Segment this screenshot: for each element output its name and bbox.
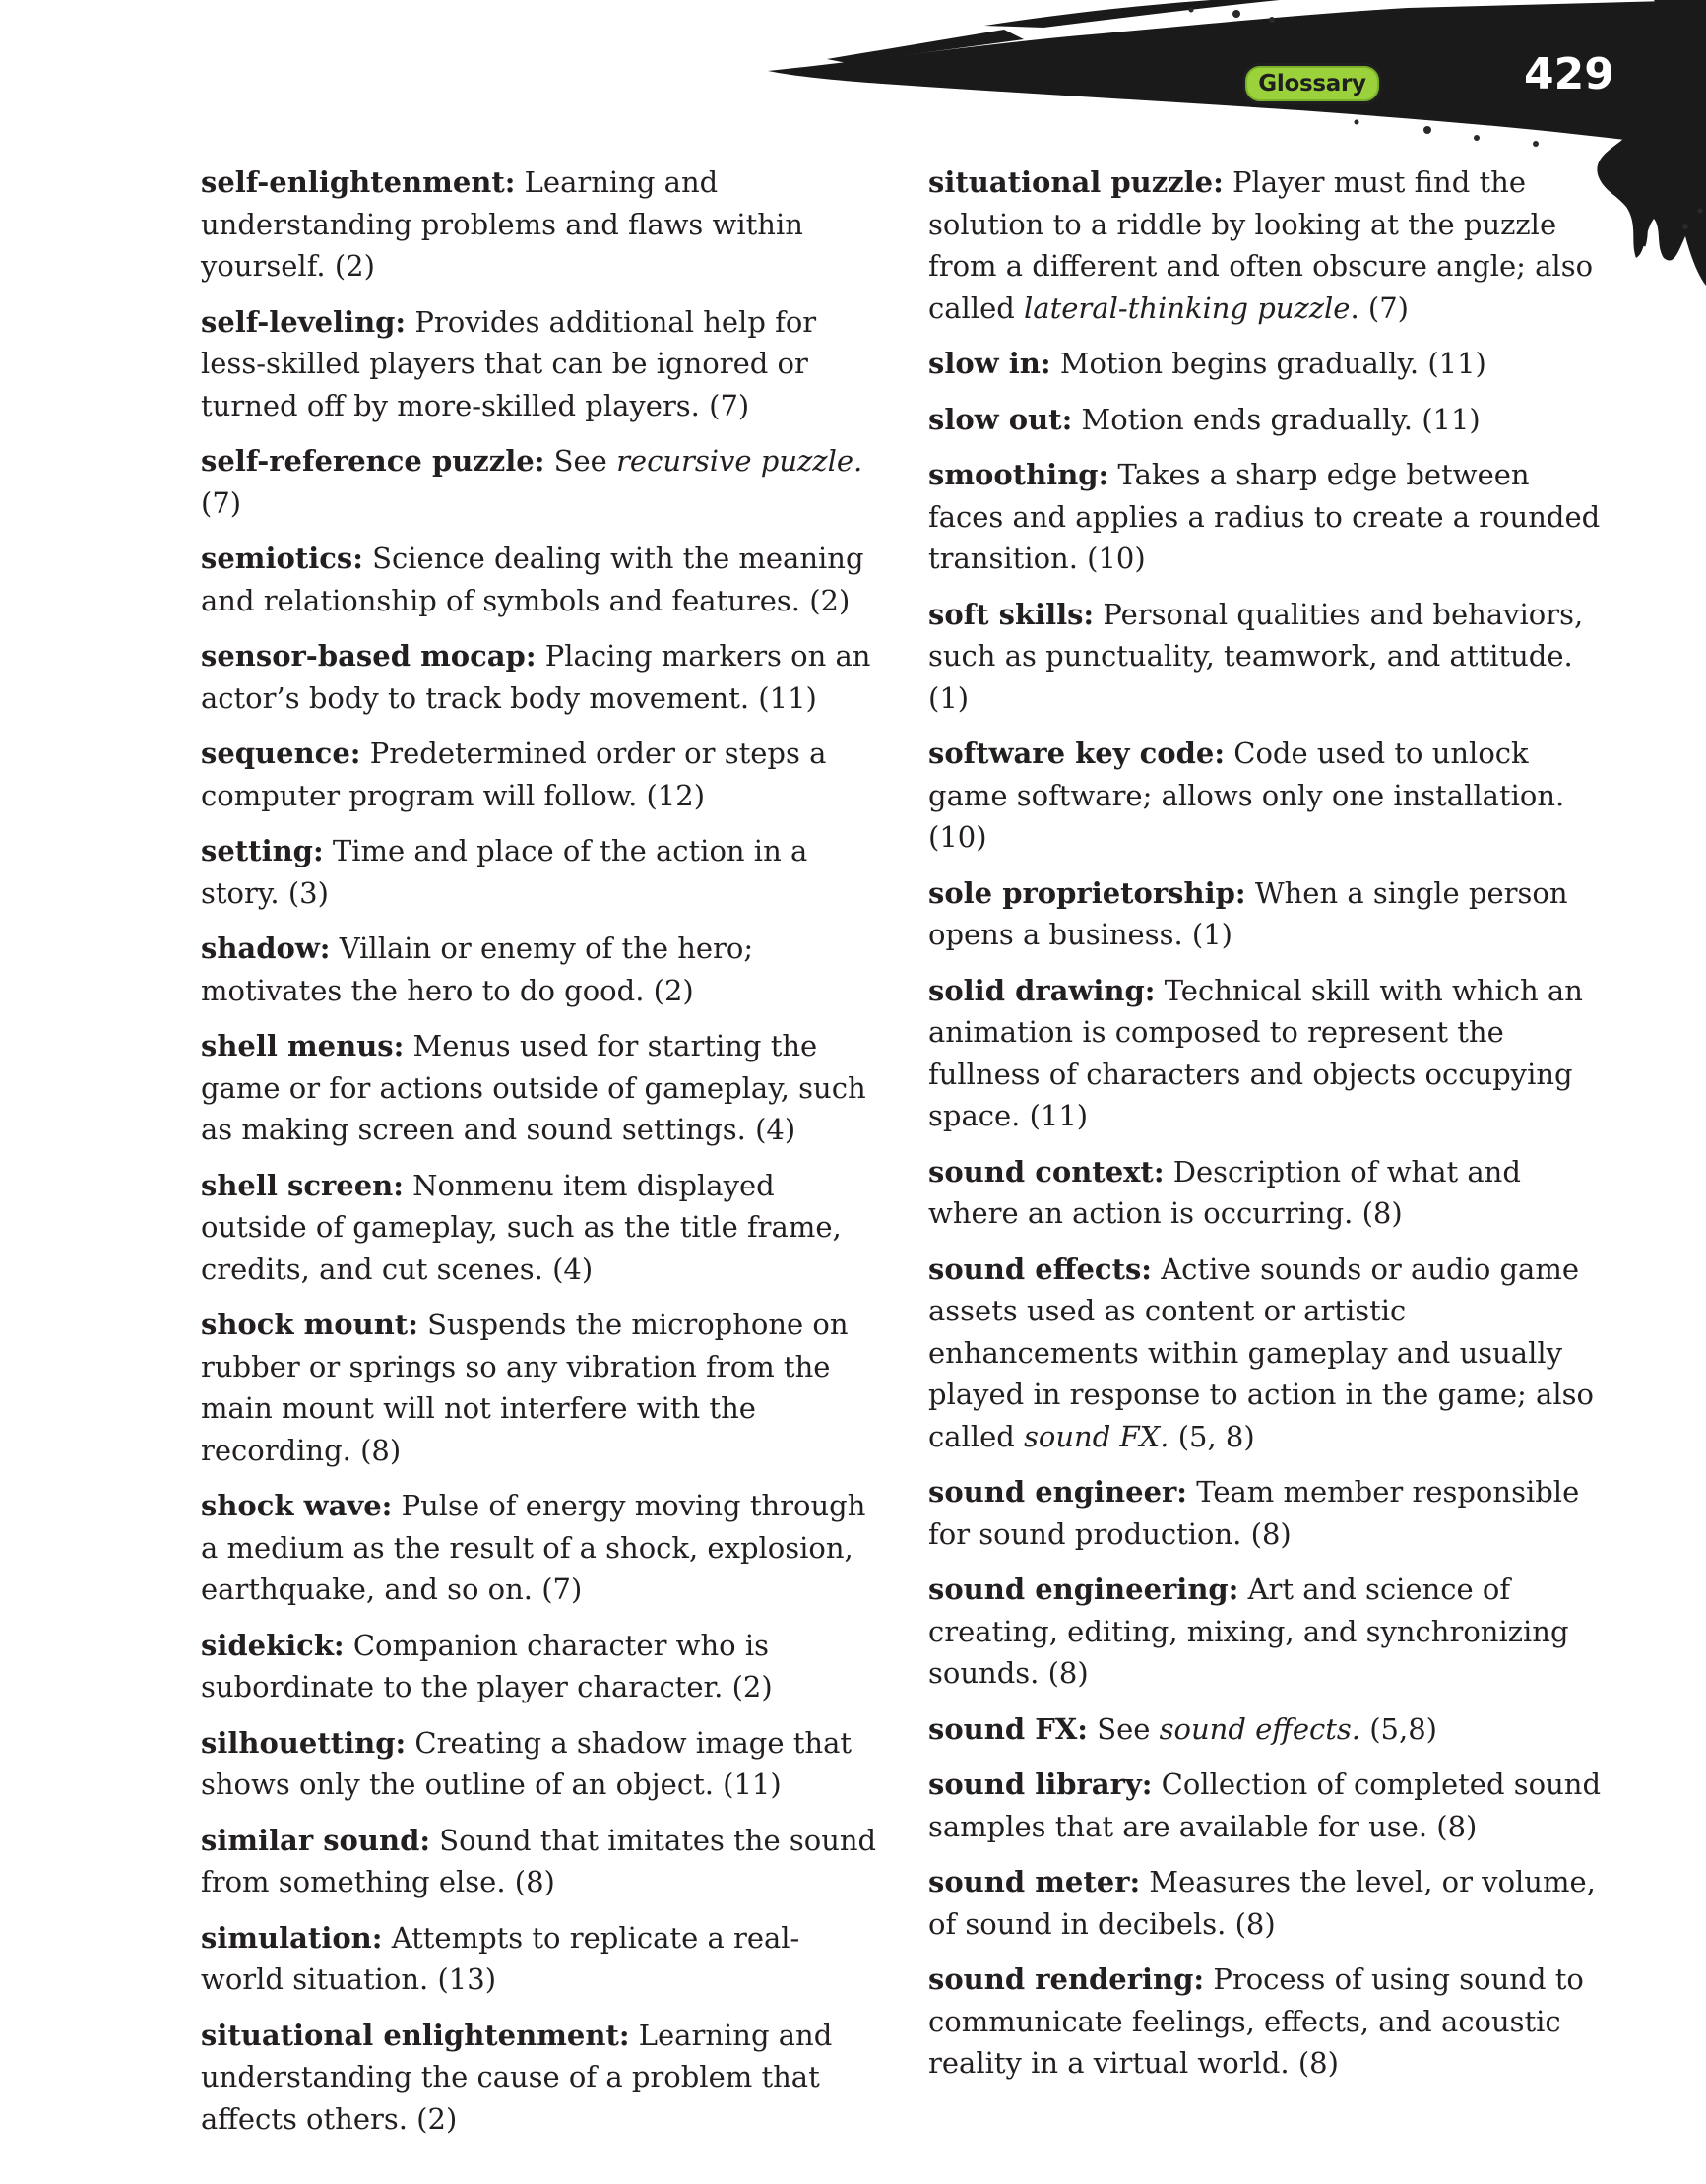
glossary-definition: See <box>553 444 617 478</box>
glossary-term: shell screen: <box>201 1168 404 1202</box>
glossary-column-left <box>201 161 880 2153</box>
glossary-entry <box>928 1471 1608 1555</box>
glossary-entry <box>928 1569 1608 1695</box>
glossary-definition: . (7) <box>1350 290 1409 325</box>
glossary-entry <box>928 1249 1608 1458</box>
glossary-definition: See <box>1097 1711 1160 1746</box>
glossary-entry <box>928 454 1608 580</box>
glossary-entry <box>201 440 880 524</box>
glossary-definition: Measures the level, or volume, of sound in decibels. (8) <box>928 1865 1596 1941</box>
glossary-term: shock wave: <box>201 1489 393 1522</box>
glossary-definition: Learning and understanding problems and flaws within yourself. (2) <box>201 165 803 283</box>
glossary-entry <box>928 399 1608 441</box>
glossary-term: semiotics: <box>201 542 363 575</box>
glossary-term: shell menus: <box>201 1029 405 1062</box>
glossary-entry <box>201 2015 880 2141</box>
glossary-term: sound engineer: <box>928 1475 1188 1509</box>
glossary-definition: Technical skill with which an animation is composed to represent the fullness of characters and objects occupying space. (11) <box>928 973 1583 1132</box>
glossary-definition: (7) <box>201 485 242 520</box>
glossary-term: sound rendering: <box>928 1962 1205 1996</box>
glossary-term: sound meter: <box>928 1865 1141 1898</box>
glossary-definition: Placing markers on an actor’s body to track body movement. (11) <box>201 639 871 715</box>
glossary-term: sidekick: <box>201 1628 345 1662</box>
glossary-term: sole proprietorship: <box>928 875 1246 910</box>
glossary-entry <box>928 1861 1608 1945</box>
glossary-entry <box>201 1304 880 1471</box>
glossary-entry <box>201 928 880 1011</box>
cross-reference-term: lateral-thinking puzzle <box>1024 290 1351 325</box>
glossary-definition: Motion ends gradually. (11) <box>1081 402 1481 436</box>
glossary-entry <box>201 1165 880 1291</box>
glossary-definition: When a single person opens a business. (1) <box>928 875 1568 951</box>
glossary-entry <box>928 343 1608 385</box>
glossary-definition: Villain or enemy of the hero; motivates the hero to do good. (2) <box>201 931 754 1007</box>
glossary-entry <box>201 1820 880 1903</box>
glossary-definition: Collection of completed sound samples that are available for use. (8) <box>928 1767 1602 1843</box>
glossary-term: shock mount: <box>201 1308 418 1341</box>
glossary-definition: Takes a sharp edge between faces and applies a radius to create a rounded transition. (10) <box>928 458 1601 575</box>
glossary-definition: Motion begins gradually. (11) <box>1059 347 1486 380</box>
glossary-term: similar sound: <box>201 1823 431 1857</box>
glossary-entry <box>928 1959 1608 2085</box>
glossary-term: sound context: <box>928 1154 1165 1188</box>
glossary-definition: Provides additional help for less-skilled players that can be ignored or turned off by more-skilled players. (7) <box>201 304 817 422</box>
glossary-entry <box>201 1917 880 2001</box>
glossary-entry <box>928 1764 1608 1847</box>
glossary-term: software key code: <box>928 737 1226 770</box>
glossary-term: slow in: <box>928 347 1051 380</box>
glossary-entry <box>928 733 1608 859</box>
glossary-definition: Code used to unlock game software; allows only one installation. (10) <box>928 737 1565 854</box>
glossary-entry <box>201 161 880 288</box>
glossary-term: self-enlightenment: <box>201 165 516 199</box>
glossary-term: sensor-based mocap: <box>201 639 537 673</box>
glossary-entry <box>928 1708 1608 1751</box>
glossary-term: situational puzzle: <box>928 165 1224 199</box>
glossary-entry <box>928 594 1608 720</box>
glossary-term: setting: <box>201 834 324 867</box>
glossary-definition: Attempts to replicate a real-world situation. (13) <box>201 1920 800 1996</box>
glossary-entry <box>201 301 880 427</box>
glossary-definition: Time and place of the action in a story. (3) <box>201 834 808 910</box>
glossary-entry <box>928 970 1608 1137</box>
glossary-definition: Menus used for starting the game or for actions outside of gameplay, such as making screen and sound settings. (4) <box>201 1029 866 1146</box>
glossary-definition: Companion character who is subordinate to the player character. (2) <box>201 1628 773 1703</box>
glossary-entry <box>201 1025 880 1151</box>
page-number: 429 <box>1524 49 1614 99</box>
glossary-entry <box>201 1485 880 1611</box>
glossary-term: shadow: <box>201 931 331 965</box>
glossary-definition: Personal qualities and behaviors, such as punctuality, teamwork, and attitude. (1) <box>928 597 1584 715</box>
glossary-term: sequence: <box>201 737 361 770</box>
glossary-definition: (5,8) <box>1360 1711 1437 1746</box>
glossary-definition: Player must find the solution to a riddle by looking at the puzzle from a different and often obscure angle; also called <box>928 165 1594 325</box>
glossary-definition: Science dealing with the meaning and relationship of symbols and features. (2) <box>201 542 864 617</box>
glossary-entry <box>928 161 1608 329</box>
glossary-entry <box>201 1722 880 1806</box>
glossary-term: sound engineering: <box>928 1573 1239 1606</box>
glossary-definition: Suspends the microphone on rubber or springs so any vibration from the main mount will not interfere with the recording. (8) <box>201 1308 849 1467</box>
cross-reference-term: sound effects. <box>1159 1711 1361 1746</box>
glossary-entry <box>201 830 880 914</box>
cross-reference-term: sound FX. <box>1024 1419 1169 1453</box>
glossary-definition: Active sounds or audio game assets used as content or artistic enhancements within gameplay and usually played in response to action in the game; also called <box>928 1252 1594 1453</box>
glossary-column-right <box>928 161 1608 2098</box>
glossary-term: silhouetting: <box>201 1725 407 1760</box>
section-badge: Glossary <box>1242 63 1382 104</box>
glossary-term: sound effects: <box>928 1252 1153 1286</box>
glossary-entry <box>201 733 880 816</box>
glossary-definition: Process of using sound to communicate feelings, effects, and acoustic reality in a virtual world. (8) <box>928 1962 1584 2080</box>
glossary-term: self-reference puzzle: <box>201 444 545 478</box>
glossary-definition: Nonmenu item displayed outside of gameplay, such as the title frame, credits, and cut scenes. (4) <box>201 1168 842 1286</box>
glossary-entry <box>201 538 880 621</box>
glossary-term: slow out: <box>928 402 1073 436</box>
glossary-term: smoothing: <box>928 458 1109 491</box>
glossary-definition: Learning and understanding the cause of a problem that affects others. (2) <box>201 2018 833 2136</box>
glossary-definition: (5, 8) <box>1169 1419 1255 1453</box>
glossary-definition: Pulse of energy moving through a medium as the result of a shock, explosion, earthquake, and so on. (7) <box>201 1489 866 1606</box>
glossary-definition: Description of what and where an action is occurring. (8) <box>928 1154 1521 1230</box>
glossary-definition: Sound that imitates the sound from something else. (8) <box>201 1823 877 1898</box>
glossary-term: soft skills: <box>928 597 1095 631</box>
glossary-entry <box>928 872 1608 956</box>
glossary-term: sound library: <box>928 1767 1153 1801</box>
glossary-entry <box>928 1151 1608 1235</box>
glossary-definition: Predetermined order or steps a computer program will follow. (12) <box>201 737 827 812</box>
glossary-term: solid drawing: <box>928 973 1156 1007</box>
glossary-term: simulation: <box>201 1920 383 1955</box>
cross-reference-term: recursive puzzle. <box>616 444 863 478</box>
glossary-term: sound FX: <box>928 1711 1089 1746</box>
glossary-definition: Creating a shadow image that shows only the outline of an object. (11) <box>201 1725 853 1801</box>
glossary-term: self-leveling: <box>201 304 407 339</box>
glossary-entry <box>201 1625 880 1708</box>
glossary-definition: Team member responsible for sound production. (8) <box>928 1475 1580 1551</box>
glossary-definition: Art and science of creating, editing, mixing, and synchronizing sounds. (8) <box>928 1573 1569 1690</box>
glossary-entry <box>201 635 880 719</box>
glossary-term: situational enlightenment: <box>201 2018 630 2052</box>
